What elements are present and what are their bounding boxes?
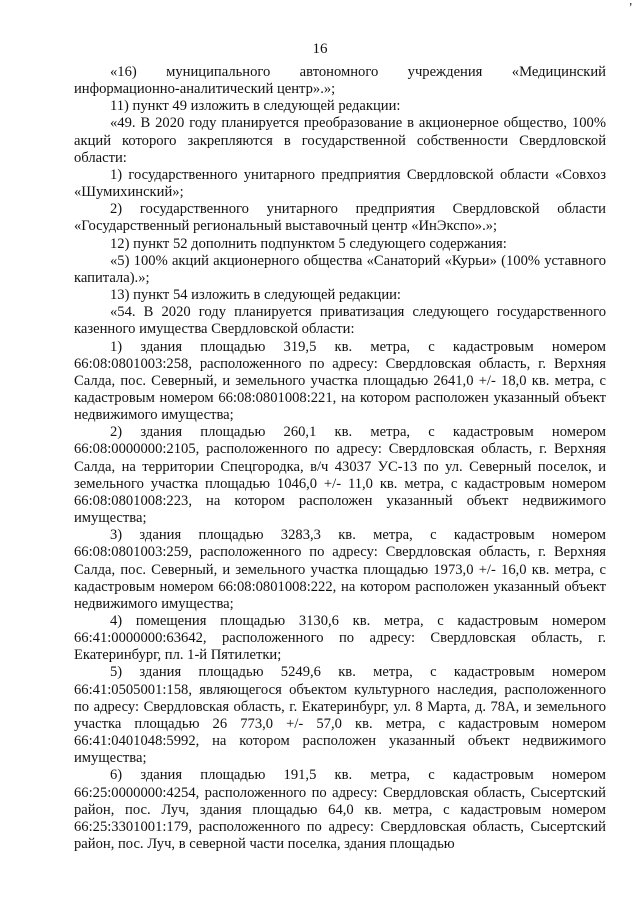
paragraph: «54. В 2020 году планируется приватизация следующего государственного казенного имущества Свердловской области: [74,304,606,338]
paragraph: 5) здания площадью 5249,6 кв. метра, с кадастровым номером 66:41:0505001:158, являющегося объектом культурного наследия, расположенного по адресу: Свердловская область, г. Екатеринбург, ул. 8 Марта, д. 78А, и земельного участка площадью 26 773,0 +/- 57,0 кв. метра, с кадастровым номером 66:41:0401048:5992, на котором расположен указанный объект недвижимого имущества; [74,664,606,767]
paragraph: «49. В 2020 году планируется преобразование в акционерное общество, 100% акций которого закрепляются в государственной собственности Свердловской области: [74,115,606,166]
paragraph: «5) 100% акций акционерного общества «Санаторий «Курьи» (100% уставного капитала).»; [74,252,606,286]
paragraph: 12) пункт 52 дополнить подпунктом 5 следующего содержания: [110,235,507,252]
paragraph: 1) государственного унитарного предприятия Свердловской области «Совхоз «Шумихинский»; [74,166,606,201]
paragraph: 1) здания площадью 319,5 кв. метра, с кадастровым номером 66:08:0801003:258, расположенного по адресу: Свердловская область, г. Верхняя Салда, пос. Северный, и земельного участка площадью 2641,0 +/- 18,0 кв. метра, с кадастровым номером 66:08:0801008:221, на котором расположен указанный объект недвижимого имущества; [74,338,606,424]
paragraph: 11) пункт 49 изложить в следующей редакции: [110,98,401,115]
document-body [74,64,606,853]
paragraph: 6) здания площадью 191,5 кв. метра, с кадастровым номером 66:25:0000000:4254, расположенного по адресу: Свердловская область, Сысертский район, пос. Луч, здания площадью 64,0 кв. метра, с кадастровым номером 66:25:3301001:179, расположенного по адресу: Свердловская область, Сысертский район, пос. Луч, в северной части поселка, здания площадью [74,767,606,853]
paragraph: «16) муниципального автономного учреждения «Медицинский информационно-аналитический центр».»; [74,64,606,98]
paragraph: 2) здания площадью 260,1 кв. метра, с кадастровым номером 66:08:0000000:2105, расположенного по адресу: Свердловская область, г. Верхняя Салда, на территории Спецгородка, в/ч 43037 УС-13 по ул. Северный поселок, и земельного участка площадью 1046,0 +/- 11,0 кв. метра, с кадастровым номером 66:08:0801008:223, на котором расположен указанный объект недвижимого имущества; [74,424,606,527]
page-number: 16 [312,41,328,57]
paragraph: 13) пункт 54 изложить в следующей редакции: [110,287,401,304]
corner-mark: ' [629,1,632,16]
paragraph: 2) государственного унитарного предприятия Свердловской области «Государственный региональный выставочный центр «ИнЭкспо».»; [74,201,606,235]
paragraph: 4) помещения площадью 3130,6 кв. метра, с кадастровым номером 66:41:0000000:63642, расположенного по адресу: Свердловская область, г. Екатеринбург, пл. 1-й Пятилетки; [74,613,606,664]
paragraph: 3) здания площадью 3283,3 кв. метра, с кадастровым номером 66:08:0801003:259, расположенного по адресу: Свердловская область, г. Верхняя Салда, пос. Северный, и земельного участка площадью 1973,0 +/- 16,0 кв. метра, с кадастровым номером 66:08:0801008:222, на котором расположен указанный объект недвижимого имущества; [74,527,606,612]
